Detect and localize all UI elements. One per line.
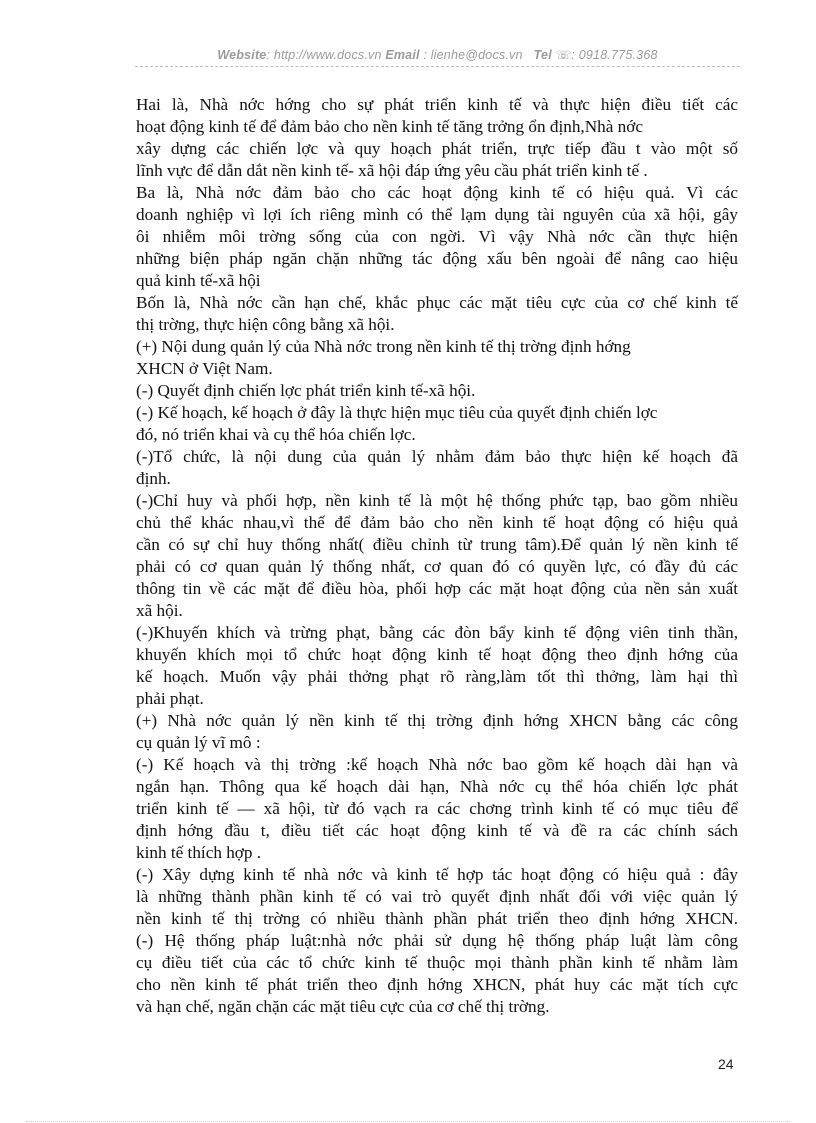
text-line: (-) Xây dựng kinh tế nhà nớc và kinh tế hợp tác hoạt động có hiệu quả : đây	[136, 865, 738, 884]
text-line: Ba là, Nhà nớc đảm bảo cho các hoạt động kinh tế có hiệu quả. Vì các	[136, 183, 738, 202]
text-line: ngắn hạn. Thông qua kế hoạch dài hạn, Nhà nớc cụ thể hóa chiến lợc phát	[136, 777, 738, 796]
text-line: cho nền kinh tế phát triển theo định hớng XHCN, phát huy các mặt tích cực	[136, 975, 738, 994]
text-line: là những thành phần kinh tế có vai trò quyết định nhất đối với việc quản lý	[136, 887, 738, 906]
website-label: Website	[217, 48, 267, 62]
text-line: hoạt động kinh tế để đảm bảo cho nền kinh tế tăng trởng ổn định,Nhà nớc	[136, 117, 643, 136]
text-line: thông tin về các mặt để điều hòa, phối hợp các mặt hoạt động của nền sản xuất	[136, 579, 738, 598]
footer-divider	[26, 1121, 790, 1122]
email-value: : lienhe@docs.vn	[419, 48, 523, 62]
text-line: (+) Nhà nớc quản lý nền kinh tế thị trờng định hớng XHCN bằng các công	[136, 711, 738, 730]
text-line: phải có cơ quan quản lý thống nhất, cơ quan đó có quyền lực, có đầy đủ các	[136, 557, 738, 576]
text-line: XHCN ở Việt Nam.	[136, 359, 273, 378]
text-line: những biện pháp ngăn chặn những tác động xấu bên ngoài để nâng cao hiệu	[136, 249, 738, 268]
tel-label: Tel	[533, 48, 552, 62]
text-line: và hạn chế, ngăn chặn các mặt tiêu cực của cơ chế thị trờng.	[136, 997, 550, 1016]
text-line: phải phạt.	[136, 689, 204, 708]
document-body	[136, 94, 738, 1018]
text-line: quả kinh tế-xã hội	[136, 271, 261, 290]
text-line: (-)Chỉ huy và phối hợp, nền kinh tế là một hệ thống phức tạp, bao gồm nhiều	[136, 491, 738, 510]
text-line: định hớng đầu t, điều tiết các hoạt động kinh tế và đề ra các chính sách	[136, 821, 738, 840]
text-line: Bốn là, Nhà nớc cần hạn chế, khắc phục các mặt tiêu cực của cơ chế kinh tế	[136, 293, 738, 312]
text-line: ôi nhiễm môi trờng sống của con ngời. Vì vậy Nhà nớc cần thực hiện	[136, 227, 738, 246]
text-line: cụ điều tiết của các tổ chức kinh tế thuộc mọi thành phần kinh tế nhằm làm	[136, 953, 738, 972]
text-line: cần có sự chỉ huy thống nhất( điều chỉnh từ trung tâm).Để quản lý nền kinh tế	[136, 535, 738, 554]
text-line: (-)Tổ chức, là nội dung của quản lý nhằm đảm bảo thực hiện kế hoạch đã	[136, 447, 738, 466]
text-line: kinh tế thích hợp .	[136, 843, 262, 862]
text-line: chủ thể khác nhau,vì thế để đảm bảo cho nền kinh tế hoạt động có hiệu quả	[136, 513, 738, 532]
text-line: (-) Kế hoạch và thị trờng :kế hoạch Nhà nớc bao gồm kế hoạch dài hạn và	[136, 755, 738, 774]
text-line: khuyến khích mọi tổ chức hoạt động kinh tế hoạt động theo định hớng của	[136, 645, 738, 664]
email-label: Email	[385, 48, 420, 62]
website-value: : http://www.docs.vn	[266, 48, 382, 62]
text-line: xã hội.	[136, 601, 183, 620]
page-header	[135, 47, 740, 62]
text-line: kế hoạch. Muốn vậy phải thởng phạt rõ ràng,làm tốt thì thởng, làm hại thì	[136, 667, 738, 686]
text-line: (-) Hệ thống pháp luật:nhà nớc phải sử dụng hệ thống pháp luật làm công	[136, 931, 738, 950]
text-line: đó, nó triển khai và cụ thể hóa chiến lợc.	[136, 425, 416, 444]
text-line: cụ quản lý vĩ mô :	[136, 733, 261, 752]
text-line: thị trờng, thực hiện công bằng xã hội.	[136, 315, 395, 334]
text-line: (+) Nội dung quản lý của Nhà nớc trong nền kinh tế thị trờng định hớng	[136, 337, 631, 356]
text-line: (-) Kế hoạch, kế hoạch ở đây là thực hiện mục tiêu của quyết định chiến lợc	[136, 403, 658, 422]
phone-icon: ☏	[555, 48, 572, 62]
text-line: triển kinh tế — xã hội, từ đó vạch ra các chơng trình kinh tế có mục tiêu để	[136, 799, 738, 818]
text-line: (-) Quyết định chiến lợc phát triển kinh tế-xã hội.	[136, 381, 476, 400]
text-line: định.	[136, 469, 171, 488]
text-line: lĩnh vực để dẫn dắt nền kinh tế- xã hội đáp ứng yêu cầu phát triển kinh tế .	[136, 161, 648, 180]
tel-value: : 0918.775.368	[571, 48, 658, 62]
text-line: xây dựng các chiến lợc và quy hoạch phát triển, trực tiếp đầu t vào một số	[136, 139, 738, 158]
text-line: Hai là, Nhà nớc hớng cho sự phát triển kinh tế và thực hiện điều tiết các	[136, 95, 738, 114]
text-line: nền kinh tế thị trờng có nhiều thành phần phát triển theo định hớng XHCN.	[136, 909, 738, 928]
text-line: doanh nghiệp vì lợi ích riêng mình có thể lạm dụng tài nguyên của xã hội, gây	[136, 205, 738, 224]
text-line: (-)Khuyến khích và trừng phạt, bằng các đòn bẩy kinh tế động viên tinh thần,	[136, 623, 738, 642]
header-divider	[135, 66, 740, 67]
page-number: 24	[718, 1056, 734, 1072]
